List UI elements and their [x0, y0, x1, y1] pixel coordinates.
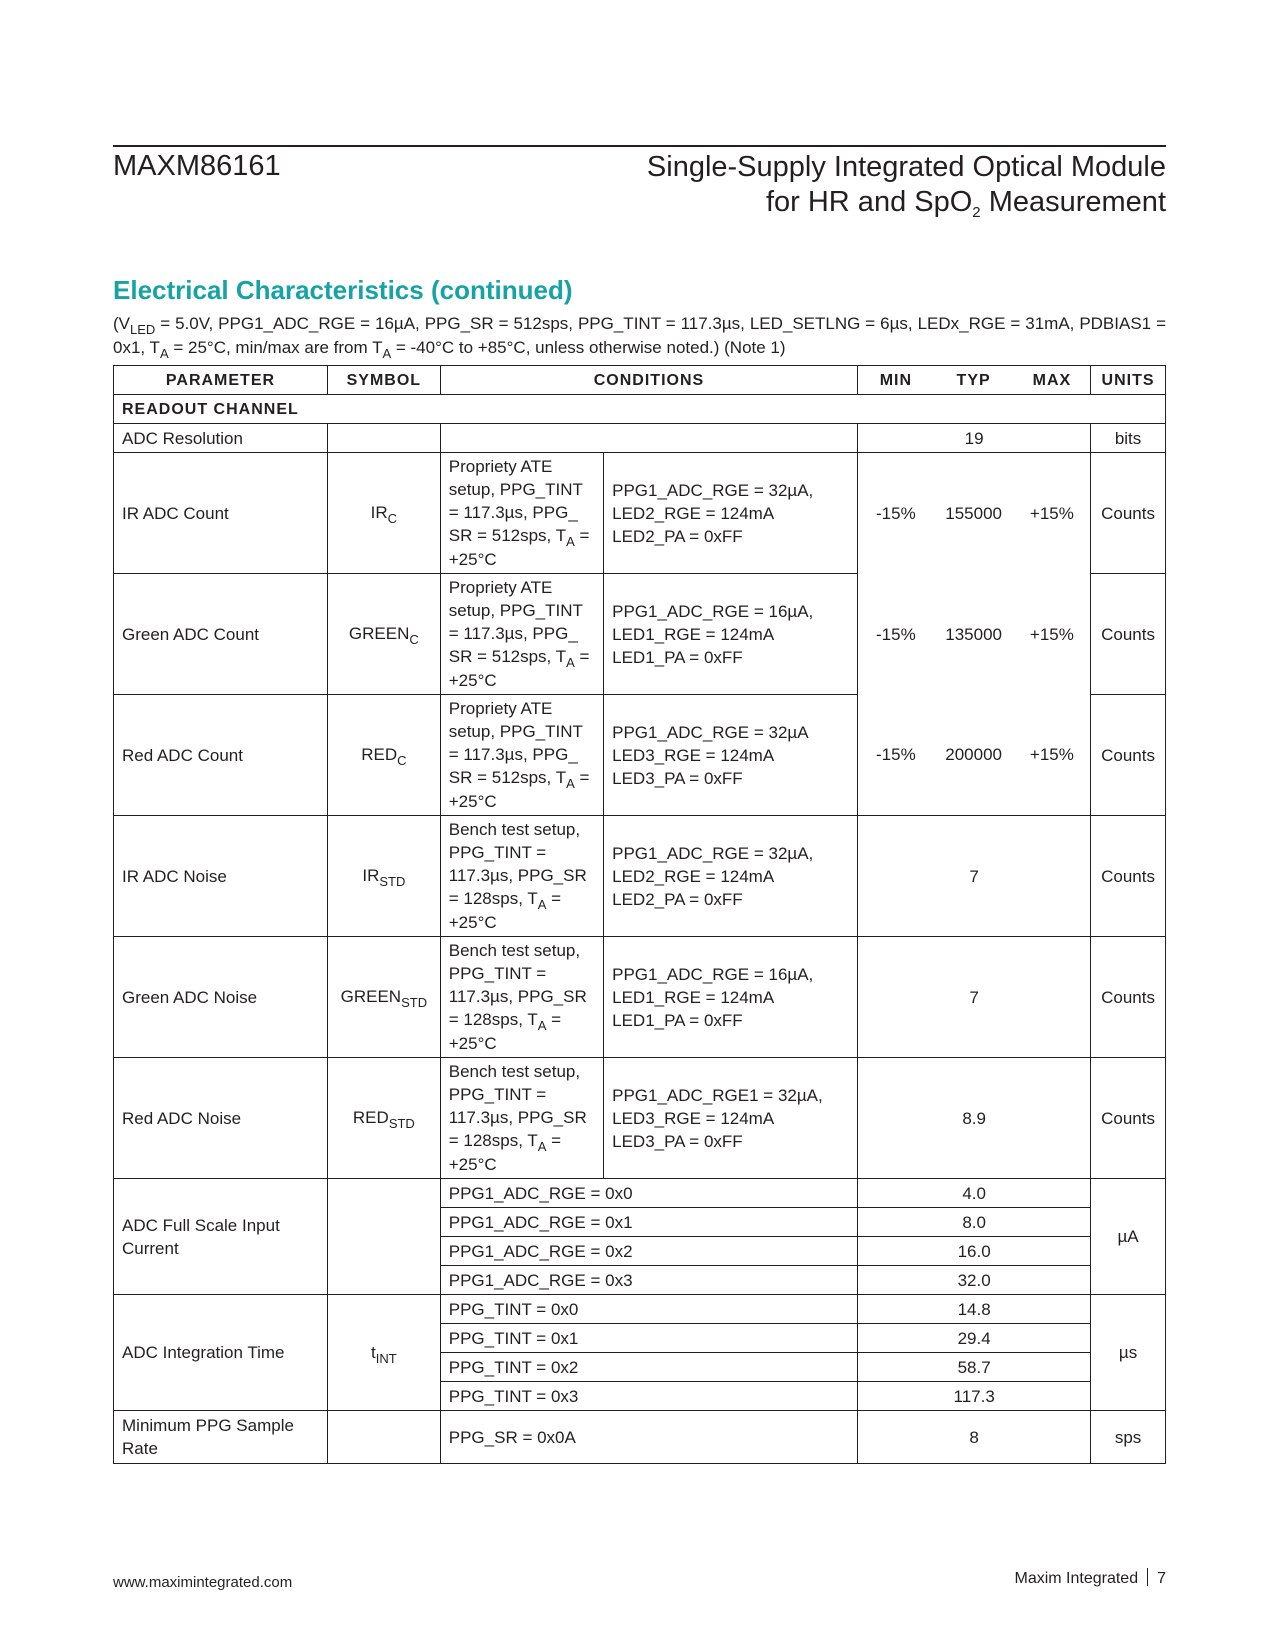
symbol-cell: $IR_{STD}$ [327, 816, 440, 937]
header-max: MAX [1014, 366, 1091, 395]
footer-url[interactable]: www.maximintegrated.com [113, 1574, 293, 1591]
conditions-cell: PPG1_ADC_RGE = 0x0 [440, 1179, 857, 1208]
parameter-cell: ADC Full Scale Input Current [114, 1179, 328, 1295]
symbol-cell [327, 424, 440, 453]
units-cell: sps [1091, 1411, 1166, 1464]
parameter-cell: IR ADC Noise [114, 816, 328, 937]
min-cell: -15% [876, 745, 916, 765]
units-cell: µs [1091, 1295, 1166, 1411]
typ-cell: 200000 [945, 745, 1002, 765]
typ-cell: 155000 [945, 503, 1002, 523]
footer-separator [1147, 1568, 1148, 1586]
conditions-cell: PPG1_ADC_RGE = 0x2 [440, 1237, 857, 1266]
conditions-setup-cell: Bench test setup, PPG_TINT = 117.3µs, PPG_SR = 128sps, $T_A = +25^\circ C$ [440, 937, 603, 1058]
units-cell: Counts [1091, 695, 1166, 816]
symbol-cell: $RED_C$ [327, 695, 440, 816]
conditions-cell: PPG1_ADC_RGE = 0x3 [440, 1266, 857, 1295]
full-scale-rows [114, 1179, 1166, 1295]
conditions-register-cell: PPG1_ADC_RGE = 16µA, LED1_RGE = 124mA LED1_PA = 0xFF [604, 574, 858, 695]
units-cell: Counts [1091, 937, 1166, 1058]
conditions-setup-cell: Bench test setup, PPG_TINT = 117.3µs, PPG_SR = 128sps, $T_A = +25^\circ C$ [440, 1058, 603, 1179]
parameter-cell: ADC Integration Time [114, 1295, 328, 1411]
test-conditions-note: ($V_{LED} = 5.0V$, PPG1_ADC_RGE = 16µA, PPG_SR = 512sps, PPG_TINT = 117.3µs, LED_SETLNG = 6µs, LEDx_RGE = 31mA, PDBIAS1 = 0x1, $T_A = 25^\circ C$, min/max are from $T_A = -40^\circ C$ to +85°C, unless otherwise noted.) (Note 1) [113, 314, 1166, 361]
conditions-cell: PPG1_ADC_RGE = 0x1 [440, 1208, 857, 1237]
value-cell: 7 [858, 937, 1091, 1058]
min-cell: -15% [876, 624, 916, 644]
section-title: Electrical Characteristics (continued) [113, 275, 573, 305]
value-cell: 4.0 [858, 1179, 1091, 1208]
max-cell: +15% [1029, 503, 1074, 523]
value-cell: 8 [858, 1411, 1091, 1464]
table-row [114, 453, 1166, 574]
units-cell: Counts [1091, 453, 1166, 574]
conditions-setup-cell: Bench test setup, PPG_TINT = 117.3µs, PPG_SR = 128sps, $T_A = +25^\circ C$ [440, 816, 603, 937]
conditions-cell: PPG_TINT = 0x2 [440, 1353, 857, 1382]
document-title [647, 150, 1166, 224]
symbol-cell: $GREEN_C$ [327, 574, 440, 695]
conditions-setup-cell: Propriety ATE setup, PPG_TINT = 117.3µs, PPG_ SR = 512sps, $T_A = +25^\circ C$ [440, 453, 603, 574]
header-symbol: SYMBOL [327, 366, 440, 395]
value-cell: 32.0 [858, 1266, 1091, 1295]
units-cell: bits [1091, 424, 1166, 453]
value-cell: 58.7 [858, 1353, 1091, 1382]
section-row [114, 395, 1166, 424]
table-row [114, 1179, 1166, 1208]
footer-company: Maxim Integrated [1014, 1570, 1139, 1587]
parameter-cell: Green ADC Count [114, 574, 328, 695]
value-cell: 7 [858, 816, 1091, 937]
conditions-register-cell: PPG1_ADC_RGE = 32µA, LED2_RGE = 124mA LED2_PA = 0xFF [604, 453, 858, 574]
conditions-register-cell: PPG1_ADC_RGE = 32µA, LED2_RGE = 124mA LED2_PA = 0xFF [604, 816, 858, 937]
symbol-cell: $t_{INT}$ [327, 1295, 440, 1411]
parameter-cell: IR ADC Count [114, 453, 328, 574]
conditions-cell: PPG_SR = 0x0A [440, 1411, 857, 1464]
value-cell: 8.9 [858, 1058, 1091, 1179]
footer-page-info [1014, 1568, 1166, 1588]
value-cell: 29.4 [858, 1324, 1091, 1353]
conditions-register-cell: PPG1_ADC_RGE1 = 32µA, LED3_RGE = 124mA LED3_PA = 0xFF [604, 1058, 858, 1179]
page-number: 7 [1157, 1570, 1166, 1587]
parameter-cell: Minimum PPG Sample Rate [114, 1411, 328, 1464]
symbol-cell: $IR_C$ [327, 453, 440, 574]
table-row [114, 937, 1166, 1058]
parameter-cell: Green ADC Noise [114, 937, 328, 1058]
table-row [114, 574, 1166, 695]
value-cell: 16.0 [858, 1237, 1091, 1266]
table-row [114, 816, 1166, 937]
max-cell: +15% [1029, 745, 1074, 765]
electrical-characteristics-table [113, 365, 1166, 1464]
table-row [114, 695, 1166, 816]
table-row [114, 424, 1166, 453]
symbol-cell: $GREEN_{STD}$ [327, 937, 440, 1058]
units-cell: Counts [1091, 574, 1166, 695]
conditions-cell [440, 424, 857, 453]
table-row [114, 1058, 1166, 1179]
value-cell: 8.0 [858, 1208, 1091, 1237]
parameter-cell: Red ADC Noise [114, 1058, 328, 1179]
typ-cell: 135000 [945, 624, 1002, 644]
symbol-cell: $RED_{STD}$ [327, 1058, 440, 1179]
header-units: UNITS [1091, 366, 1166, 395]
units-cell: Counts [1091, 816, 1166, 937]
units-cell: Counts [1091, 1058, 1166, 1179]
section-label: READOUT CHANNEL [114, 395, 1166, 424]
table-header-row [114, 366, 1166, 395]
units-cell: µA [1091, 1179, 1166, 1295]
adc-noise-rows [114, 816, 1166, 1179]
table-row [114, 1411, 1166, 1464]
parameter-cell: Red ADC Count [114, 695, 328, 816]
header-parameter: PARAMETER [114, 366, 328, 395]
parameter-cell: ADC Resolution [114, 424, 328, 453]
conditions-cell: PPG_TINT = 0x0 [440, 1295, 857, 1324]
min-cell: -15% [876, 503, 916, 523]
conditions-register-cell: PPG1_ADC_RGE = 32µA LED3_RGE = 124mA LED3_PA = 0xFF [604, 695, 858, 816]
header-conditions: CONDITIONS [440, 366, 857, 395]
header-typ: TYP [934, 366, 1014, 395]
title-line-1: Single-Supply Integrated Optical Module [646, 151, 1166, 183]
table-row [114, 1295, 1166, 1324]
symbol-cell [327, 1411, 440, 1464]
conditions-register-cell: PPG1_ADC_RGE = 16µA, LED1_RGE = 124mA LED1_PA = 0xFF [604, 937, 858, 1058]
conditions-cell: PPG_TINT = 0x3 [440, 1382, 857, 1411]
conditions-setup-cell: Propriety ATE setup, PPG_TINT = 117.3µs, PPG_ SR = 512sps, $T_A = +25^\circ C$ [440, 695, 603, 816]
value-cell: 19 [858, 424, 1091, 453]
title-line-2: for HR and SpO$_2$ Measurement [765, 186, 1166, 221]
header-rule [113, 145, 1166, 147]
adc-count-rows [114, 453, 1166, 816]
max-cell: +15% [1029, 624, 1074, 644]
integration-time-rows [114, 1295, 1166, 1411]
conditions-cell: PPG_TINT = 0x1 [440, 1324, 857, 1353]
conditions-setup-cell: Propriety ATE setup, PPG_TINT = 117.3µs, PPG_ SR = 512sps, $T_A = +25^\circ C$ [440, 574, 603, 695]
symbol-cell [327, 1179, 440, 1295]
value-cell: 14.8 [858, 1295, 1091, 1324]
value-cell: 117.3 [858, 1382, 1091, 1411]
header-min: MIN [858, 366, 934, 395]
part-number: MAXM86161 [113, 150, 281, 182]
